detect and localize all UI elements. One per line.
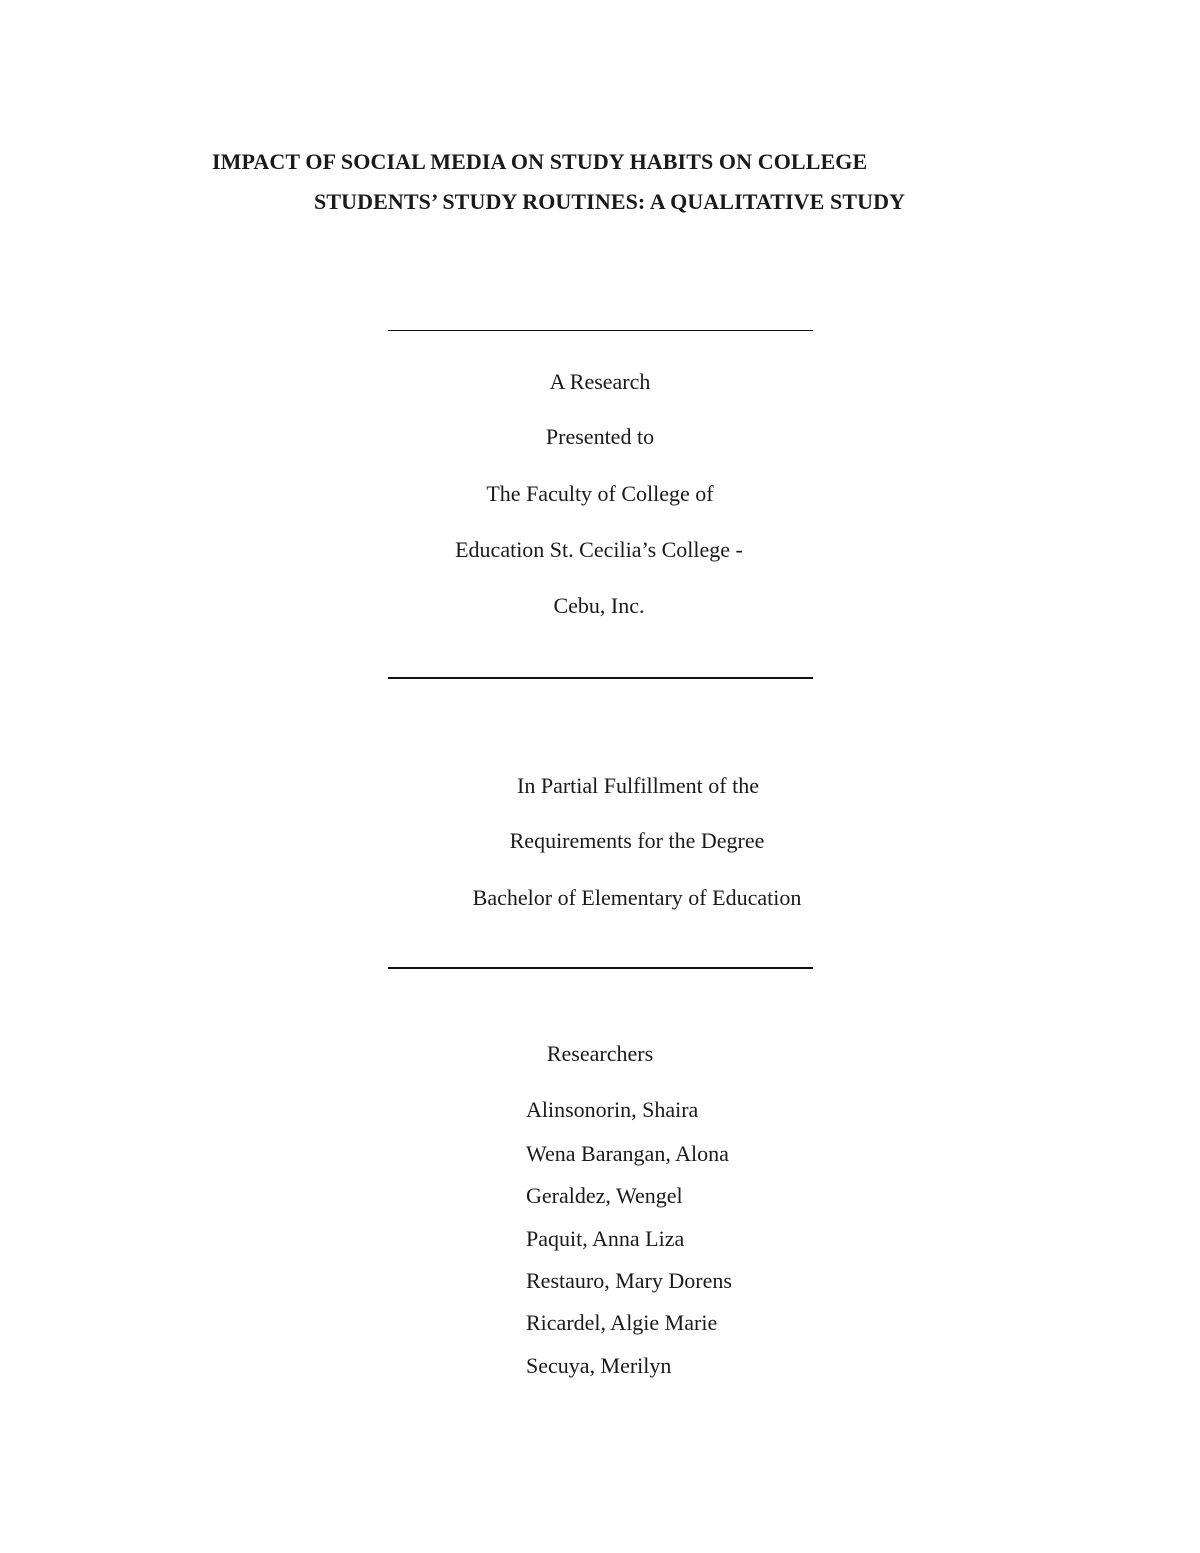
presentation-line: Presented to [545, 424, 655, 449]
fulfillment-line: In Partial Fulfillment of the [517, 773, 759, 798]
researcher-name: Secuya, Merilyn [526, 1353, 672, 1378]
presentation-line: The Faculty of College of [486, 481, 714, 506]
presentation-line: A Research [549, 369, 651, 394]
researchers-heading: Researchers [546, 1041, 654, 1066]
fulfillment-line: Requirements for the Degree [509, 828, 765, 853]
researcher-name: Ricardel, Algie Marie [526, 1310, 718, 1335]
presentation-line: Cebu, Inc. [553, 593, 645, 618]
researcher-name: Wena Barangan, Alona [526, 1141, 729, 1166]
researcher-name: Geraldez, Wengel [526, 1183, 683, 1208]
researcher-name: Alinsonorin, Shaira [526, 1097, 699, 1122]
divider-rule [388, 677, 813, 679]
divider-rule [388, 330, 813, 331]
researcher-name: Paquit, Anna Liza [526, 1226, 685, 1251]
researcher-name: Restauro, Mary Dorens [526, 1268, 732, 1293]
title-line-2: STUDENTS’ STUDY ROUTINES: A QUALITATIVE STUDY [314, 189, 906, 214]
divider-rule [388, 967, 813, 969]
presentation-line: Education St. Cecilia’s College - [455, 537, 743, 562]
fulfillment-line: Bachelor of Elementary of Education [472, 885, 802, 910]
title-line-1: IMPACT OF SOCIAL MEDIA ON STUDY HABITS ON COLLEGE [212, 149, 868, 174]
